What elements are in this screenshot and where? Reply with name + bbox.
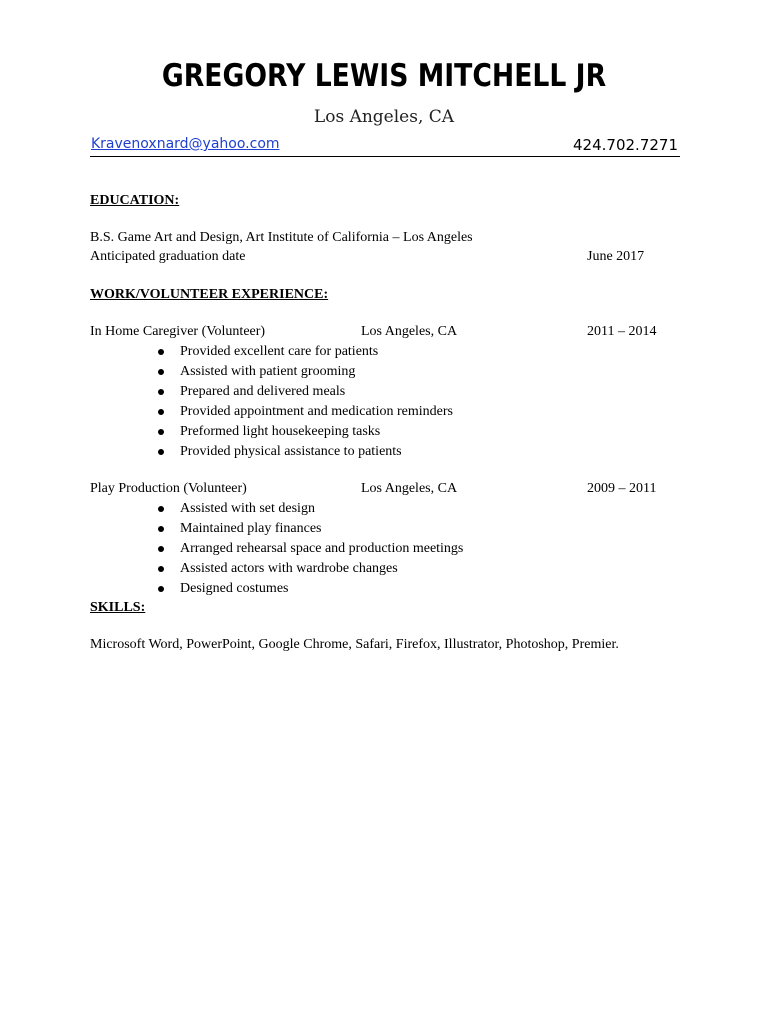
list-item: Designed costumes xyxy=(158,580,463,600)
contact-row xyxy=(90,134,680,157)
job-dates: 2011 – 2014 xyxy=(587,324,657,339)
resume-location: Los Angeles, CA xyxy=(313,107,455,127)
experience-heading: WORK/VOLUNTEER EXPERIENCE: xyxy=(90,287,329,302)
bullet-icon xyxy=(158,369,164,375)
education-date: June 2017 xyxy=(587,249,645,264)
list-item: Maintained play finances xyxy=(158,520,463,540)
bullet-icon xyxy=(158,449,164,455)
bullet-icon xyxy=(158,389,164,395)
job-role: Play Production (Volunteer) xyxy=(90,481,247,496)
bullet-icon xyxy=(158,586,164,592)
job-location: Los Angeles, CA xyxy=(361,481,458,496)
education-heading: EDUCATION: xyxy=(90,193,180,208)
job-bullet-list xyxy=(158,343,453,463)
skills-heading: SKILLS: xyxy=(90,600,146,615)
job-location: Los Angeles, CA xyxy=(361,324,458,339)
bullet-icon xyxy=(158,349,164,355)
list-item: Provided physical assistance to patients xyxy=(158,443,453,463)
bullet-icon xyxy=(158,409,164,415)
bullet-icon xyxy=(158,506,164,512)
resume-name: GREGORY LEWIS MITCHELL JR xyxy=(161,58,607,94)
list-item: Preformed light housekeeping tasks xyxy=(158,423,453,443)
job-bullet-list xyxy=(158,500,463,600)
list-item: Assisted with patient grooming xyxy=(158,363,453,383)
list-item: Arranged rehearsal space and production meetings xyxy=(158,540,463,560)
bullet-icon xyxy=(158,546,164,552)
email-link[interactable]: Kravenoxnard@yahoo.com xyxy=(91,136,280,152)
phone-number: 424.702.7271 xyxy=(573,136,678,154)
list-item: Assisted actors with wardrobe changes xyxy=(158,560,463,580)
job-dates: 2009 – 2011 xyxy=(587,481,657,496)
education-degree: B.S. Game Art and Design, Art Institute of California – Los Angeles xyxy=(90,230,473,245)
list-item: Assisted with set design xyxy=(158,500,463,520)
job-role: In Home Caregiver (Volunteer) xyxy=(90,324,266,339)
education-note: Anticipated graduation date xyxy=(90,249,246,264)
skills-list: Microsoft Word, PowerPoint, Google Chrome, Safari, Firefox, Illustrator, Photoshop, Premier. xyxy=(90,637,619,652)
list-item: Provided excellent care for patients xyxy=(158,343,453,363)
list-item: Provided appointment and medication reminders xyxy=(158,403,453,423)
bullet-icon xyxy=(158,429,164,435)
list-item: Prepared and delivered meals xyxy=(158,383,453,403)
bullet-icon xyxy=(158,566,164,572)
bullet-icon xyxy=(158,526,164,532)
